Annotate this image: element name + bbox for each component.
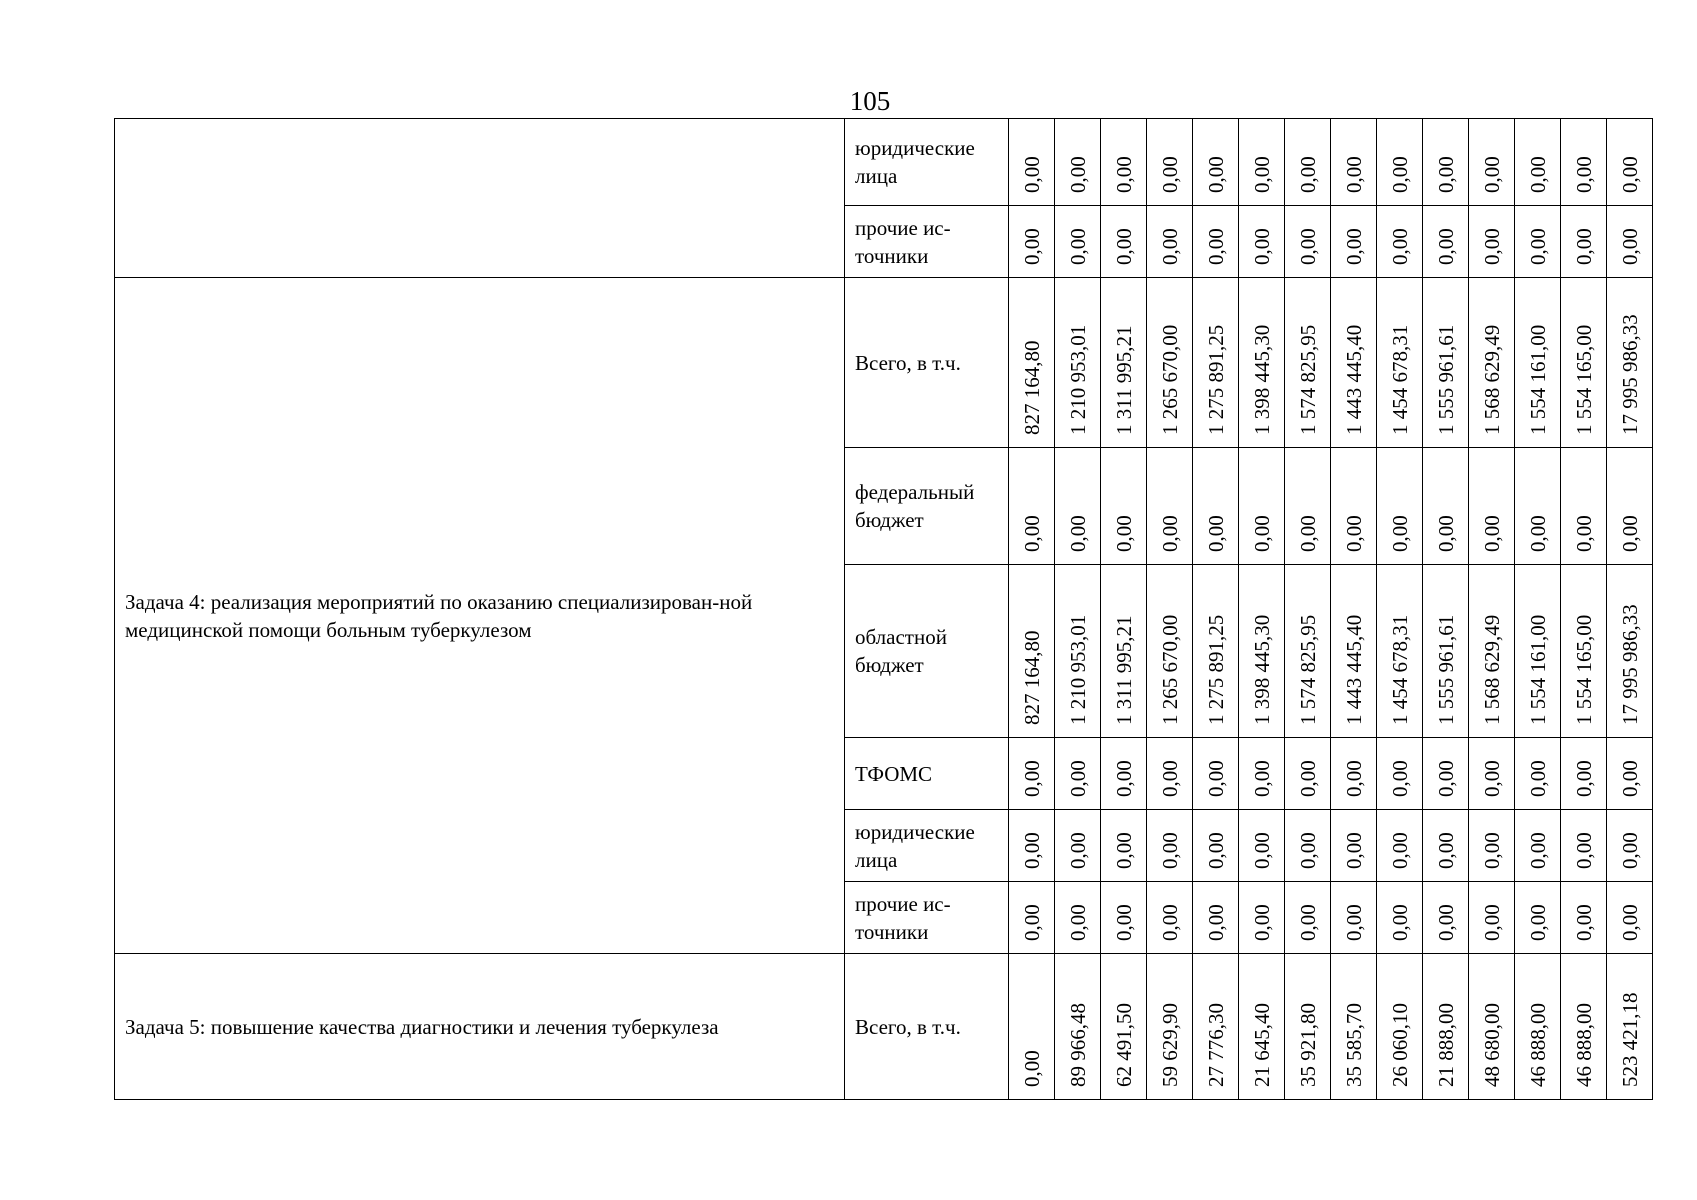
value-cell [1607,206,1653,278]
value-cell [1377,206,1423,278]
value-cell [1285,119,1331,206]
value-text: 0,00 [1157,228,1182,265]
value-text: 0,00 [1157,832,1182,869]
value-cell [1101,278,1147,448]
value-text: 0,00 [1341,760,1366,797]
value-text: 0,00 [1525,832,1550,869]
value-cell [1515,119,1561,206]
value-text: 0,00 [1525,515,1550,552]
value-cell [1285,954,1331,1100]
value-cell [1009,448,1055,565]
value-text: 0,00 [1387,832,1412,869]
value-cell [1469,448,1515,565]
value-cell [1101,448,1147,565]
value-text: 59 629,90 [1157,1003,1182,1087]
value-text: 0,00 [1479,904,1504,941]
value-cell [1469,119,1515,206]
value-cell [1561,565,1607,738]
funding-table [114,118,1653,1100]
value-cell [1515,882,1561,954]
task-cell [115,119,845,278]
value-text: 0,00 [1341,832,1366,869]
value-cell [1561,882,1607,954]
value-text: 62 491,50 [1111,1003,1136,1087]
value-text: 0,00 [1019,1050,1044,1087]
value-text: 0,00 [1387,760,1412,797]
value-text: 1 443 445,40 [1341,324,1366,435]
value-text: 0,00 [1341,156,1366,193]
value-text: 1 275 891,25 [1203,324,1228,435]
value-text: 21 888,00 [1433,1003,1458,1087]
source-cell: Всего, в т.ч. [845,954,1009,1100]
value-text: 0,00 [1065,156,1090,193]
value-text: 1 265 670,00 [1157,324,1182,435]
value-cell [1193,738,1239,810]
value-cell [1055,738,1101,810]
value-cell [1423,448,1469,565]
value-cell [1285,206,1331,278]
value-text: 0,00 [1157,904,1182,941]
value-text: 1 311 995,21 [1111,325,1136,435]
value-cell [1469,565,1515,738]
value-cell [1331,810,1377,882]
value-text: 46 888,00 [1525,1003,1550,1087]
value-cell [1423,119,1469,206]
source-cell: федеральный бюджет [845,448,1009,565]
value-cell [1147,448,1193,565]
value-cell [1239,448,1285,565]
value-text: 0,00 [1203,515,1228,552]
value-text: 1 443 445,40 [1341,614,1366,725]
value-text: 0,00 [1295,156,1320,193]
value-text: 0,00 [1295,760,1320,797]
value-text: 0,00 [1203,156,1228,193]
value-cell [1193,565,1239,738]
value-cell [1193,882,1239,954]
value-text: 0,00 [1203,760,1228,797]
value-cell [1377,738,1423,810]
value-text: 17 995 986,33 [1617,604,1642,725]
value-cell [1377,119,1423,206]
value-cell [1239,206,1285,278]
value-cell [1515,206,1561,278]
value-cell [1239,810,1285,882]
value-text: 1 555 961,61 [1433,614,1458,725]
value-text: 0,00 [1617,760,1642,797]
value-text: 1 574 825,95 [1295,614,1320,725]
value-text: 0,00 [1111,228,1136,265]
value-cell [1147,565,1193,738]
value-text: 0,00 [1111,156,1136,193]
value-cell [1377,954,1423,1100]
value-cell [1561,206,1607,278]
value-cell [1607,810,1653,882]
value-cell [1147,882,1193,954]
value-cell [1469,954,1515,1100]
value-text: 0,00 [1249,228,1274,265]
value-text: 35 585,70 [1341,1003,1366,1087]
value-cell [1377,278,1423,448]
value-text: 0,00 [1387,228,1412,265]
value-text: 0,00 [1249,832,1274,869]
value-cell [1285,448,1331,565]
value-cell [1561,738,1607,810]
value-cell [1055,448,1101,565]
source-cell: ТФОМС [845,738,1009,810]
value-cell [1469,882,1515,954]
value-cell [1055,882,1101,954]
page-number: 105 [849,86,891,116]
value-cell [1285,882,1331,954]
value-cell [1469,810,1515,882]
table-row [115,954,1653,1100]
value-text: 1 311 995,21 [1111,615,1136,725]
value-text: 1 454 678,31 [1387,324,1412,435]
value-cell [1561,448,1607,565]
value-text: 0,00 [1387,156,1412,193]
value-text: 1 554 165,00 [1571,324,1596,435]
value-text: 0,00 [1295,515,1320,552]
value-text: 0,00 [1479,228,1504,265]
value-text: 46 888,00 [1571,1003,1596,1087]
value-cell [1285,738,1331,810]
value-cell [1607,565,1653,738]
value-cell [1377,448,1423,565]
value-cell [1055,954,1101,1100]
value-cell [1009,119,1055,206]
value-cell [1055,206,1101,278]
value-cell [1607,738,1653,810]
value-cell [1009,206,1055,278]
value-cell [1607,954,1653,1100]
value-cell [1101,206,1147,278]
value-cell [1101,738,1147,810]
value-text: 0,00 [1617,904,1642,941]
value-text: 0,00 [1203,904,1228,941]
value-cell [1469,278,1515,448]
value-cell [1193,954,1239,1100]
value-text: 0,00 [1525,904,1550,941]
value-cell [1101,119,1147,206]
value-text: 89 966,48 [1065,1003,1090,1087]
value-cell [1423,278,1469,448]
value-text: 0,00 [1019,515,1044,552]
value-cell [1193,448,1239,565]
value-cell [1285,278,1331,448]
value-text: 0,00 [1111,904,1136,941]
value-text: 0,00 [1617,515,1642,552]
value-cell [1147,810,1193,882]
value-text: 21 645,40 [1249,1003,1274,1087]
value-cell [1101,565,1147,738]
value-text: 1 554 165,00 [1571,614,1596,725]
value-cell [1147,738,1193,810]
value-text: 0,00 [1341,904,1366,941]
value-cell [1239,738,1285,810]
value-cell [1423,565,1469,738]
value-cell [1331,954,1377,1100]
table-row [115,278,1653,448]
value-text: 0,00 [1249,515,1274,552]
value-text: 0,00 [1617,832,1642,869]
value-text: 827 164,80 [1019,630,1044,725]
value-cell [1561,810,1607,882]
value-text: 27 776,30 [1203,1003,1228,1087]
value-cell [1331,882,1377,954]
value-cell [1193,278,1239,448]
value-cell [1331,206,1377,278]
value-cell [1607,119,1653,206]
value-text: 0,00 [1479,515,1504,552]
value-text: 0,00 [1203,832,1228,869]
value-cell [1285,565,1331,738]
value-text: 0,00 [1525,760,1550,797]
value-text: 1 275 891,25 [1203,614,1228,725]
value-cell [1515,954,1561,1100]
value-text: 0,00 [1203,228,1228,265]
value-text: 0,00 [1295,832,1320,869]
value-cell [1055,278,1101,448]
value-cell [1515,738,1561,810]
value-cell [1239,565,1285,738]
value-text: 0,00 [1433,760,1458,797]
value-cell [1009,565,1055,738]
value-text: 1 554 161,00 [1525,324,1550,435]
value-cell [1147,278,1193,448]
value-text: 0,00 [1019,760,1044,797]
value-cell [1009,882,1055,954]
value-text: 35 921,80 [1295,1003,1320,1087]
value-text: 0,00 [1157,156,1182,193]
value-cell [1331,738,1377,810]
value-text: 0,00 [1525,228,1550,265]
value-cell [1515,565,1561,738]
value-text: 0,00 [1249,760,1274,797]
value-cell [1561,278,1607,448]
value-text: 1 210 953,01 [1065,324,1090,435]
value-text: 0,00 [1433,515,1458,552]
value-text: 0,00 [1479,760,1504,797]
value-cell [1055,565,1101,738]
value-text: 17 995 986,33 [1617,314,1642,435]
value-cell [1239,278,1285,448]
value-cell [1331,119,1377,206]
value-text: 0,00 [1065,760,1090,797]
value-text: 1 568 629,49 [1479,324,1504,435]
value-cell [1239,882,1285,954]
task-cell: Задача 4: реализация мероприятий по оказанию специализирован-ной медицинской помощи больным туберкулезом [115,278,845,954]
value-text: 0,00 [1341,228,1366,265]
source-cell: юридические лица [845,810,1009,882]
source-cell: прочие ис-точники [845,882,1009,954]
value-cell [1423,810,1469,882]
value-text: 523 421,18 [1617,992,1642,1087]
value-text: 0,00 [1157,760,1182,797]
value-cell [1423,738,1469,810]
source-cell: областной бюджет [845,565,1009,738]
value-text: 0,00 [1065,904,1090,941]
value-cell [1377,882,1423,954]
value-cell [1469,738,1515,810]
value-cell [1515,810,1561,882]
value-text: 0,00 [1571,904,1596,941]
value-text: 0,00 [1617,156,1642,193]
value-cell [1423,206,1469,278]
value-text: 1 265 670,00 [1157,614,1182,725]
value-text: 48 680,00 [1479,1003,1504,1087]
value-cell [1239,954,1285,1100]
source-cell: прочие ис-точники [845,206,1009,278]
value-text: 0,00 [1295,904,1320,941]
value-text: 0,00 [1571,760,1596,797]
value-cell [1147,119,1193,206]
value-cell [1009,278,1055,448]
value-text: 0,00 [1433,156,1458,193]
value-text: 1 454 678,31 [1387,614,1412,725]
value-text: 0,00 [1019,228,1044,265]
value-cell [1101,954,1147,1100]
value-cell [1607,882,1653,954]
value-cell [1607,278,1653,448]
value-cell [1055,810,1101,882]
value-cell [1285,810,1331,882]
value-cell [1331,448,1377,565]
value-text: 0,00 [1019,904,1044,941]
value-cell [1423,882,1469,954]
value-cell [1469,206,1515,278]
value-cell [1147,954,1193,1100]
value-text: 0,00 [1341,515,1366,552]
value-text: 0,00 [1295,228,1320,265]
value-cell [1009,810,1055,882]
value-text: 0,00 [1019,832,1044,869]
value-text: 0,00 [1479,832,1504,869]
task-cell: Задача 5: повышение качества диагностики и лечения туберкулеза [115,954,845,1100]
value-text: 0,00 [1065,832,1090,869]
value-cell [1561,954,1607,1100]
value-text: 1 574 825,95 [1295,324,1320,435]
value-text: 0,00 [1249,904,1274,941]
value-text: 0,00 [1111,515,1136,552]
value-cell [1009,954,1055,1100]
value-cell [1515,278,1561,448]
value-text: 0,00 [1111,760,1136,797]
table-row [115,119,1653,206]
value-cell [1193,119,1239,206]
value-text: 0,00 [1387,515,1412,552]
value-cell [1193,206,1239,278]
value-text: 0,00 [1433,228,1458,265]
value-text: 827 164,80 [1019,340,1044,435]
value-text: 0,00 [1249,156,1274,193]
value-text: 0,00 [1065,515,1090,552]
value-text: 1 210 953,01 [1065,614,1090,725]
value-text: 0,00 [1387,904,1412,941]
source-cell: Всего, в т.ч. [845,278,1009,448]
value-text: 0,00 [1019,156,1044,193]
value-cell [1239,119,1285,206]
value-text: 1 555 961,61 [1433,324,1458,435]
value-cell [1009,738,1055,810]
value-text: 0,00 [1571,156,1596,193]
value-cell [1423,954,1469,1100]
value-cell [1055,119,1101,206]
value-text: 1 398 445,30 [1249,324,1274,435]
value-cell [1331,278,1377,448]
value-cell [1377,565,1423,738]
value-text: 0,00 [1479,156,1504,193]
value-cell [1515,448,1561,565]
value-text: 26 060,10 [1387,1003,1412,1087]
value-cell [1193,810,1239,882]
value-text: 0,00 [1157,515,1182,552]
value-cell [1607,448,1653,565]
value-text: 0,00 [1571,515,1596,552]
value-text: 1 398 445,30 [1249,614,1274,725]
value-cell [1101,882,1147,954]
value-cell [1147,206,1193,278]
value-cell [1377,810,1423,882]
value-text: 0,00 [1433,904,1458,941]
value-text: 1 554 161,00 [1525,614,1550,725]
value-text: 0,00 [1065,228,1090,265]
value-text: 0,00 [1571,832,1596,869]
value-cell [1561,119,1607,206]
value-cell [1101,810,1147,882]
value-text: 0,00 [1433,832,1458,869]
value-text: 0,00 [1571,228,1596,265]
value-text: 1 568 629,49 [1479,614,1504,725]
value-text: 0,00 [1617,228,1642,265]
value-text: 0,00 [1525,156,1550,193]
source-cell: юридические лица [845,119,1009,206]
value-cell [1331,565,1377,738]
value-text: 0,00 [1111,832,1136,869]
